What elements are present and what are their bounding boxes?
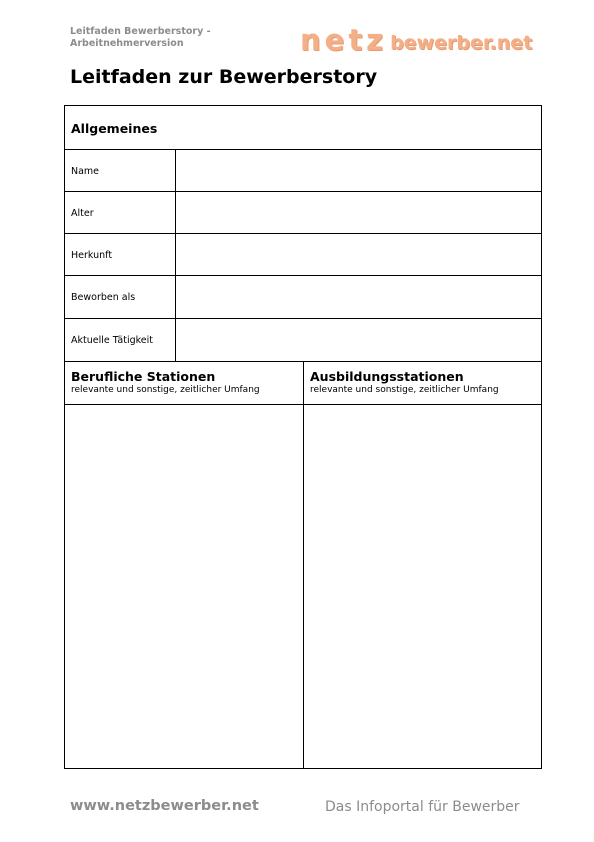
- field-input-current-job[interactable]: [176, 319, 541, 361]
- field-label-age: Alter: [71, 208, 94, 219]
- general-section-heading: Allgemeines: [71, 121, 158, 136]
- field-row-origin: [65, 233, 541, 275]
- field-label-name: Name: [71, 166, 100, 177]
- document-label: Leitfaden Bewerberstory - Arbeitnehmerversion: [70, 26, 211, 49]
- field-row-current-job: [65, 318, 541, 361]
- field-label-applied-as: Beworben als: [71, 292, 136, 303]
- field-input-name[interactable]: [176, 150, 541, 191]
- field-input-age[interactable]: [176, 192, 541, 233]
- field-input-origin[interactable]: [176, 234, 541, 275]
- logo-part-domain: bewerber.net: [390, 32, 533, 54]
- field-input-applied-as[interactable]: [176, 276, 541, 318]
- field-divider: [175, 149, 176, 361]
- education-stations-heading: Ausbildungsstationen: [310, 369, 464, 384]
- field-row-age: [65, 191, 541, 233]
- education-stations-area[interactable]: [304, 405, 541, 768]
- column-divider: [303, 361, 304, 768]
- field-label-current-job: Aktuelle Tätigkeit: [71, 335, 154, 346]
- story-form: [64, 105, 542, 769]
- career-stations-area[interactable]: [65, 405, 303, 768]
- education-stations-subheading: relevante und sonstige, zeitlicher Umfang: [310, 385, 499, 395]
- page-title: Leitfaden zur Bewerberstory: [70, 66, 378, 88]
- footer-website: www.netzbewerber.net: [70, 798, 259, 814]
- career-stations-subheading: relevante und sonstige, zeitlicher Umfang: [71, 385, 260, 395]
- field-row-name: [65, 149, 541, 191]
- career-stations-heading: Berufliche Stationen: [71, 369, 216, 384]
- brand-logo: [300, 23, 533, 57]
- field-label-origin: Herkunft: [71, 250, 113, 261]
- footer-tagline: Das Infoportal für Bewerber: [325, 799, 520, 815]
- logo-part-netz: netz: [300, 23, 388, 57]
- field-row-applied-as: [65, 275, 541, 318]
